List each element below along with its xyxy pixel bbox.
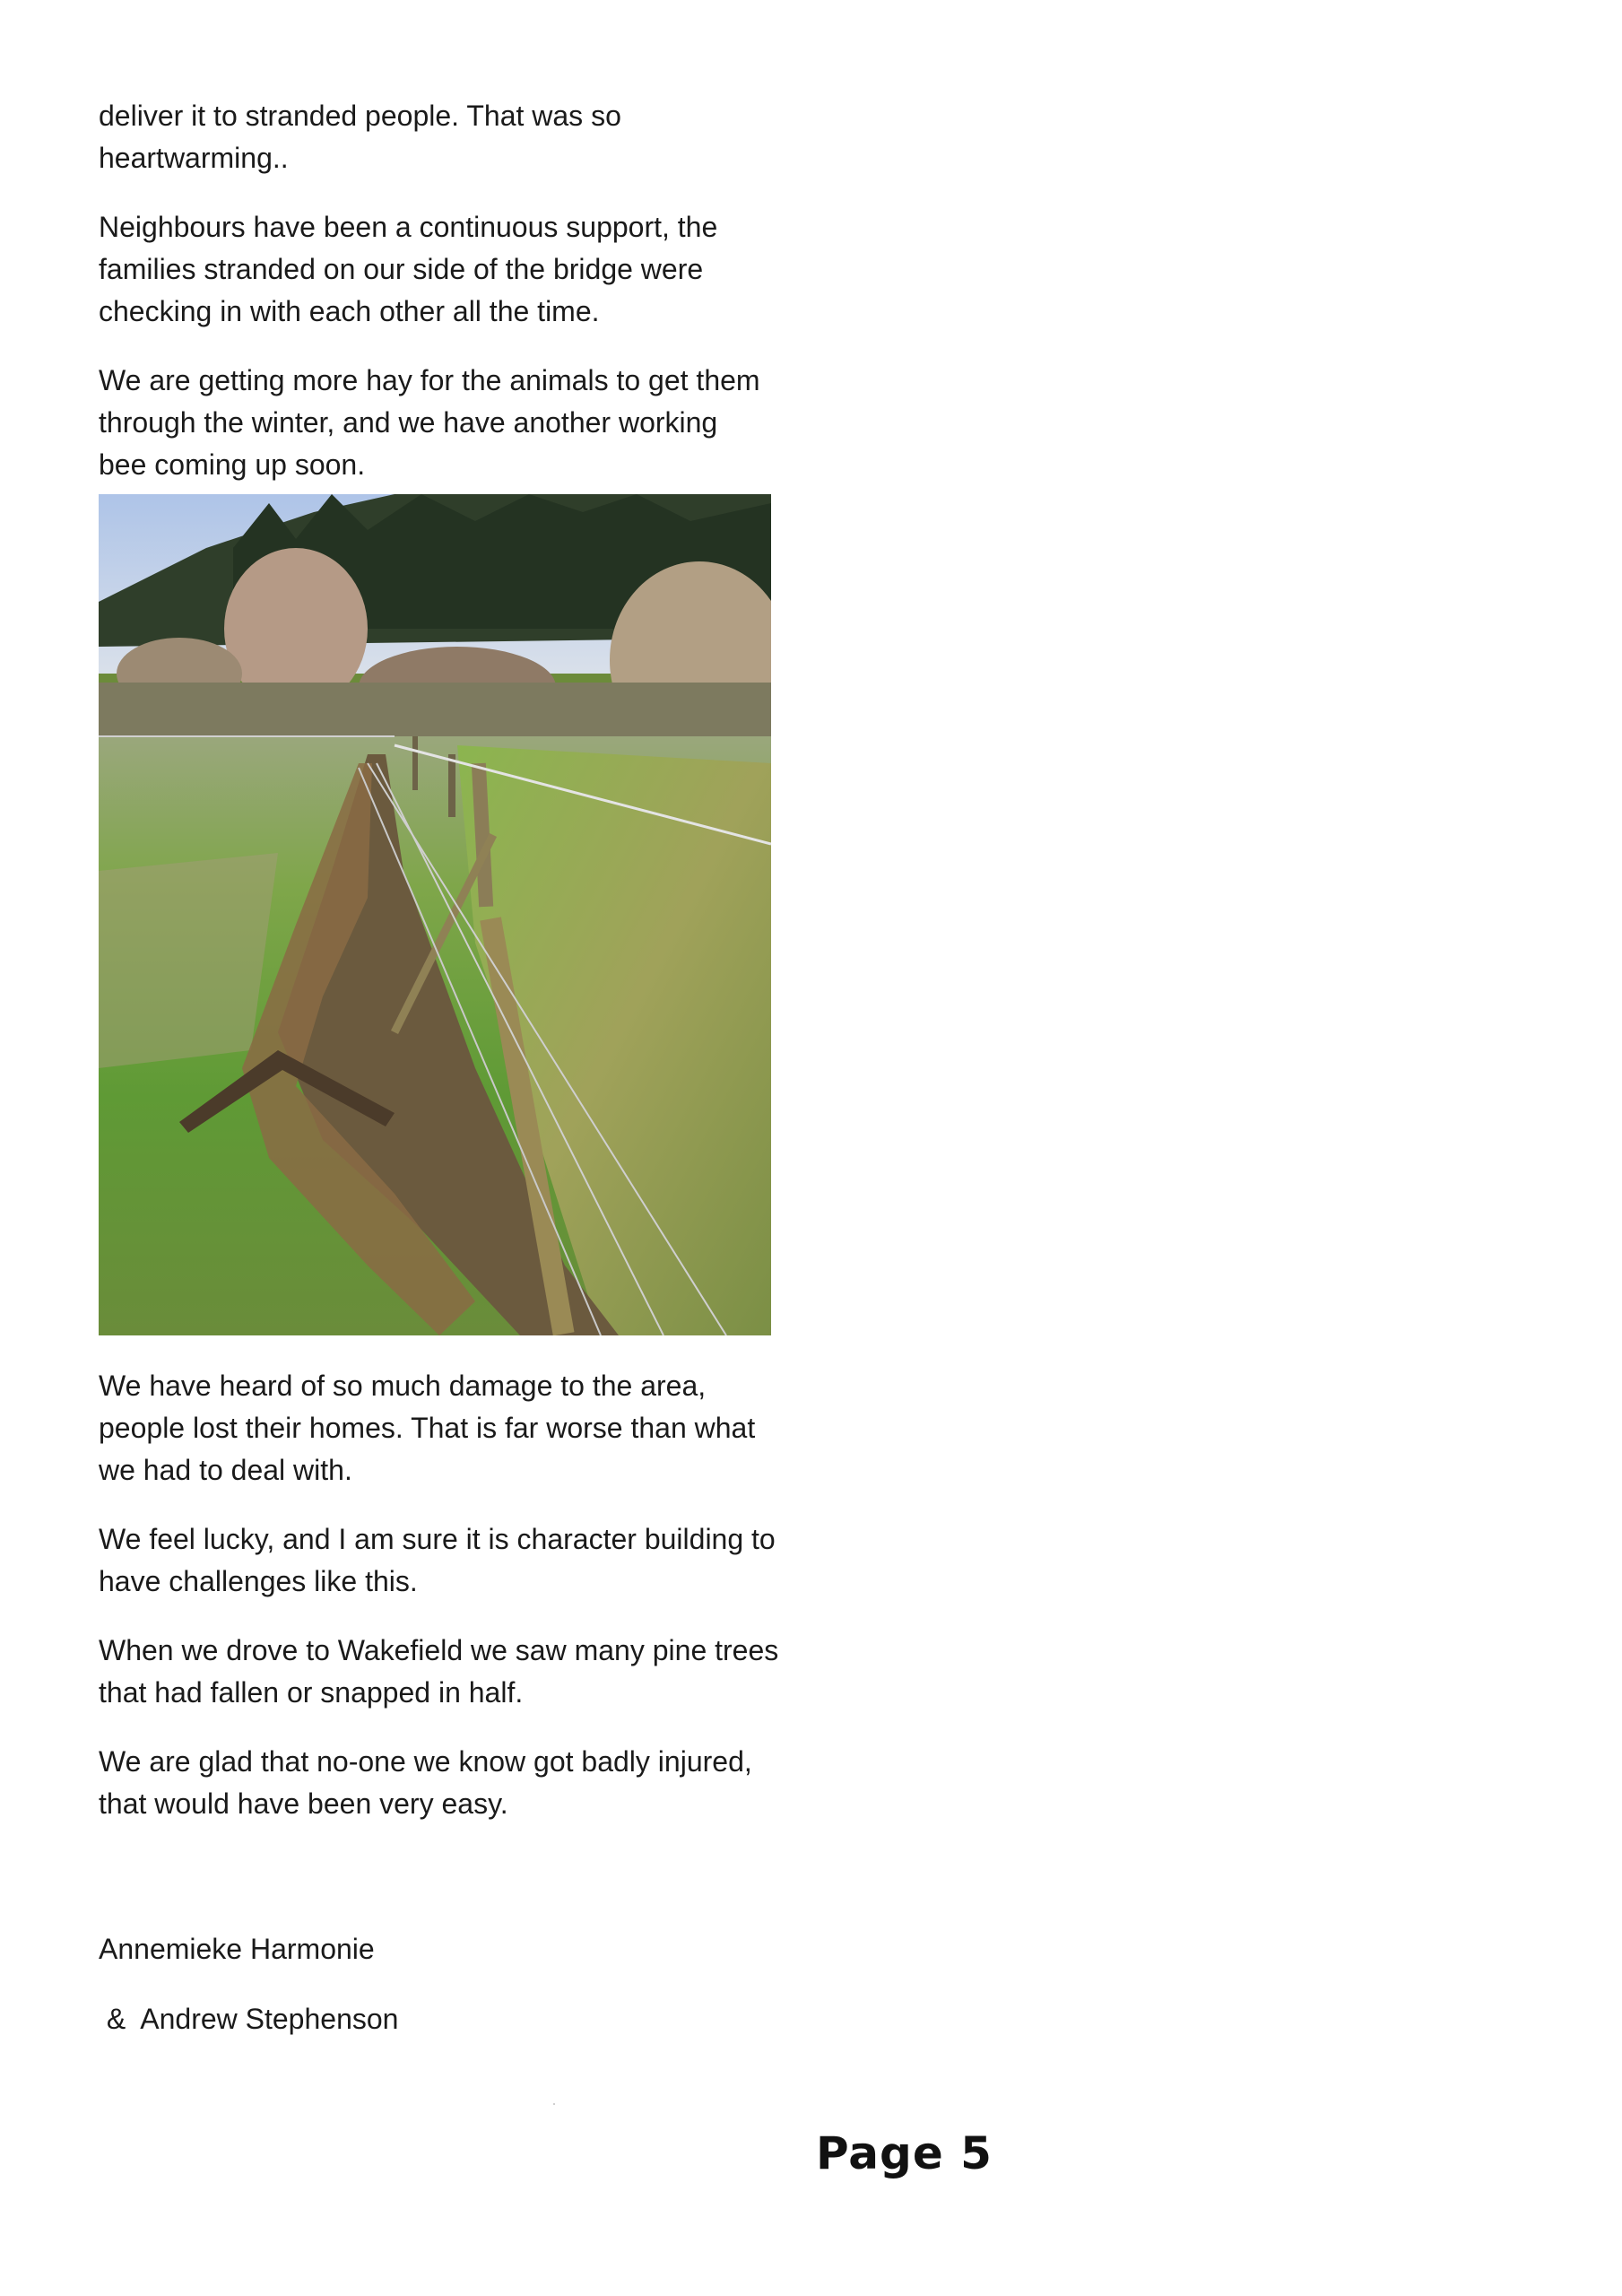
paragraph-heartwarming: deliver it to stranded people. That was so heartwarming.. — [99, 100, 621, 174]
signature-author-2: & Andrew Stephenson — [99, 2003, 399, 2035]
fence-photo-illustration — [99, 494, 771, 1335]
paragraph-lucky: We feel lucky, and I am sure it is character building to have challenges like this. — [99, 1523, 776, 1597]
paragraph-hay: We are getting more hay for the animals to get them through the winter, and we have another working bee coming up soon. — [99, 364, 760, 481]
article-column-bottom — [99, 1365, 780, 1852]
paragraph-wakefield: When we drove to Wakefield we saw many pine trees that had fallen or snapped in half. — [99, 1634, 779, 1709]
page-number: Page 5 — [816, 2127, 993, 2179]
paragraph-neighbours: Neighbours have been a continuous support, the families stranded on our side of the bridge were checking in with each other all the time. — [99, 211, 718, 327]
flood-damaged-fence-photo — [99, 494, 771, 1335]
footer-divider-dot — [553, 2103, 555, 2105]
signature-author-1: Annemieke Harmonie — [99, 1933, 375, 1965]
article-column-top — [99, 95, 780, 486]
paragraph-damage: We have heard of so much damage to the area, people lost their homes. That is far worse than what we had to deal with. — [99, 1370, 756, 1486]
paragraph-injured: We are glad that no-one we know got badly injured, that would have been very easy. — [99, 1745, 752, 1820]
